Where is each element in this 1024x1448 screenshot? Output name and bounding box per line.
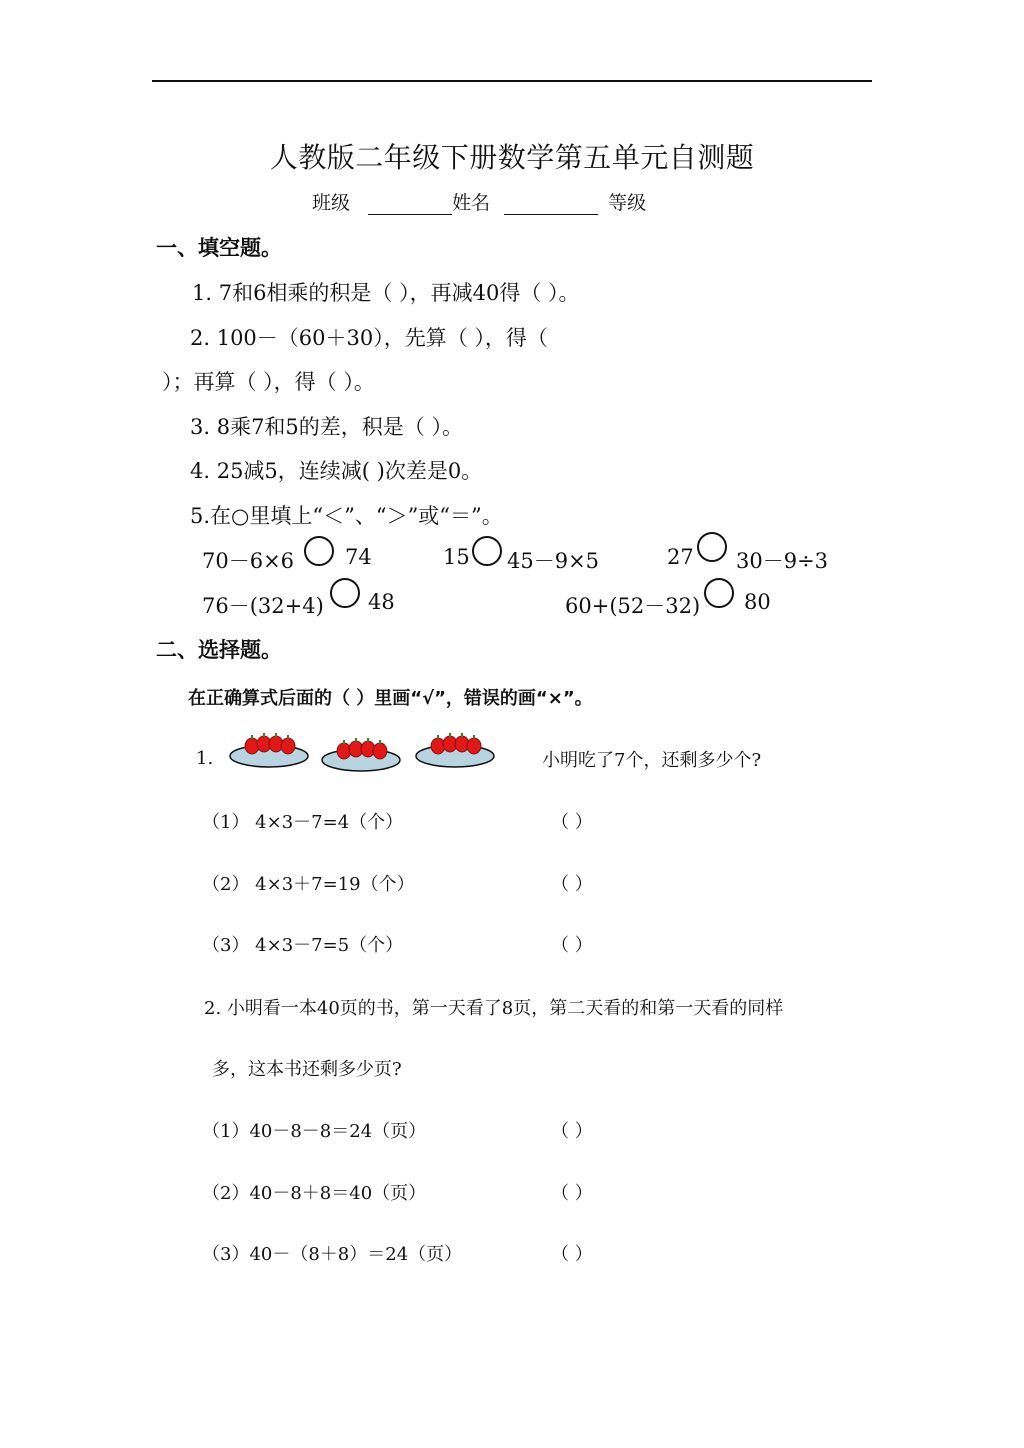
comparison-left: 70－6×6 (202, 549, 295, 573)
fill-question-2-line2: ）；再算（ ），得（ ）。 (162, 370, 375, 394)
choice-option: （3） 4×3－7=5（个） (202, 935, 404, 956)
choice-option: （1）40－8－8＝24（页） (202, 1121, 427, 1142)
comparison-right: 30－9÷3 (736, 549, 829, 573)
fill-question-2-line1: 2. 100－（60＋30），先算（ ），得（ (190, 326, 548, 350)
comparison-circle[interactable] (472, 536, 502, 566)
comparison-right: 48 (368, 590, 395, 614)
fill-question-5: 5.在○里填上“＜”、“＞”或“＝”。 (190, 504, 503, 528)
comparison-left: 76－(32+4) (202, 594, 324, 618)
answer-paren[interactable]: （ ） (551, 1183, 593, 1204)
fill-question-3: 3. 8乘7和5的差，积是（ ）。 (190, 415, 463, 439)
comparison-right: 45－9×5 (507, 549, 600, 573)
class-blank[interactable] (368, 194, 452, 215)
section-heading-fill: 一、填空题。 (156, 236, 282, 260)
answer-paren[interactable]: （ ） (551, 935, 593, 956)
fill-question-4: 4. 25减5，连续减( )次差是0。 (190, 459, 483, 483)
choice-option: （2）40－8＋8＝40（页） (202, 1183, 427, 1204)
choice-option: （2） 4×3＋7=19（个） (202, 874, 415, 895)
apple-plate-icon (414, 728, 496, 770)
choice-instruction: 在正确算式后面的（ ）里画“√”，错误的画“×”。 (188, 688, 593, 709)
name-label: 姓名 (452, 192, 491, 214)
answer-paren[interactable]: （ ） (551, 874, 593, 895)
choice-q1-number: 1. (196, 748, 214, 769)
top-rule (152, 80, 872, 82)
apple-plate-icon (320, 732, 402, 774)
answer-paren[interactable]: （ ） (551, 812, 593, 833)
fill-question-1: 1. 7和6相乘的积是（ ），再减40得（ ）。 (192, 281, 580, 305)
comparison-circle[interactable] (697, 532, 727, 562)
name-blank[interactable] (504, 194, 598, 215)
comparison-circle[interactable] (330, 578, 360, 608)
choice-option: （1） 4×3－7=4（个） (202, 812, 404, 833)
comparison-circle[interactable] (704, 578, 734, 608)
choice-q1-question: 小明吃了7个，还剩多少个? (542, 750, 762, 771)
comparison-left: 15 (443, 545, 470, 569)
apple-plate-icon (228, 728, 310, 770)
class-label: 班级 (312, 192, 351, 214)
answer-paren[interactable]: （ ） (551, 1244, 593, 1265)
comparison-left: 60+(52－32) (565, 594, 701, 618)
student-info-line (312, 188, 646, 215)
comparison-left: 27 (667, 545, 694, 569)
choice-option: （3）40－（8＋8）＝24（页） (202, 1244, 463, 1265)
comparison-right: 74 (345, 545, 372, 569)
comparison-circle[interactable] (304, 536, 334, 566)
section-heading-choice: 二、选择题。 (156, 638, 282, 662)
comparison-right: 80 (744, 590, 771, 614)
grade-label: 等级 (608, 192, 647, 214)
choice-q2-line2: 多，这本书还剩多少页? (212, 1059, 402, 1080)
page-title: 人教版二年级下册数学第五单元自测题 (269, 141, 755, 174)
choice-q2-line1: 2. 小明看一本40页的书，第一天看了8页，第二天看的和第一天看的同样 (204, 998, 784, 1019)
answer-paren[interactable]: （ ） (551, 1121, 593, 1142)
